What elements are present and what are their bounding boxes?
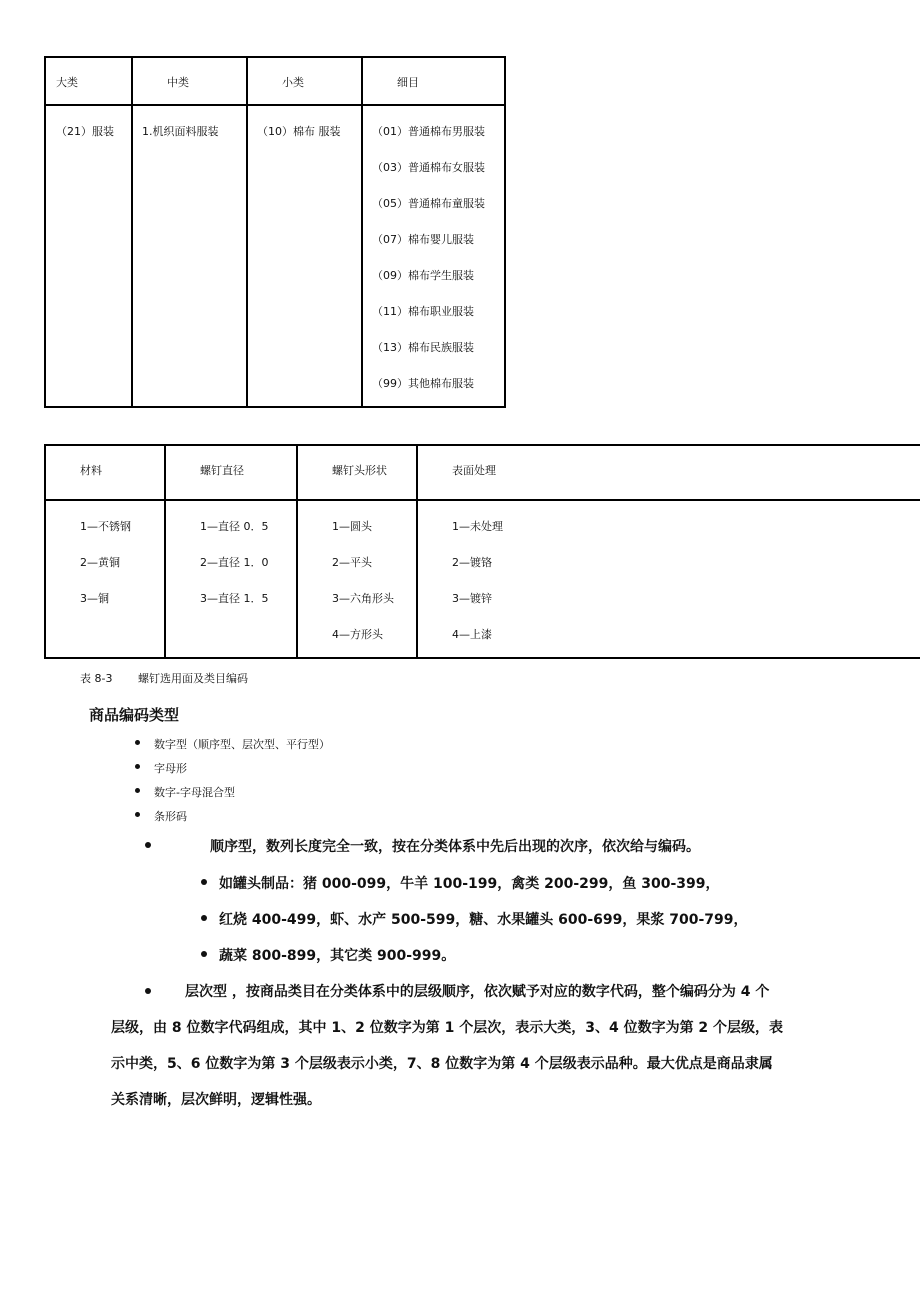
hierarchical-type-text: 示中类，5、6 位数字为第 3 个层级表示小类，7、8 位数字为第 4 个层级表示品种。最大优点是商品隶属 [111,1056,773,1072]
list-item: 条形码 [154,810,187,823]
list-item: 字母形 [154,762,187,775]
header-minor-category: 小类 [282,76,304,89]
list-item: （13）棉布民族服装 [372,341,474,354]
hierarchical-type-text: 层次型 ，按商品类目在分类体系中的层级顺序，依次赋予对应的数字代码，整个编码分为 4 个 [185,984,770,1000]
header-detail-items: 细目 [397,76,419,89]
diameter-option: 1—直径 0．5 [200,520,269,533]
material-option: 2—黄铜 [80,556,120,569]
hierarchical-type-text: 关系清晰，层次鲜明，逻辑性强。 [111,1092,321,1108]
material-option: 3—铜 [80,592,109,605]
bullet-icon [201,951,207,957]
example-line: 如罐头制品：猪 000-099，牛羊 100-199，禽类 200-299，鱼 300-399， [219,876,720,892]
table-caption-text: 螺钉选用面及类目编码 [138,672,248,685]
cell-major-category: （21）服装 [56,125,114,138]
cell-minor-category: （10）棉布 服装 [257,125,341,138]
sequential-type-text: 顺序型，数列长度完全一致，按在分类体系中先后出现的次序，依次给与编码。 [210,839,700,855]
example-line: 蔬菜 800-899，其它类 900-999。 [219,948,456,964]
bullet-icon [145,842,151,848]
diameter-option: 2—直径 1．0 [200,556,269,569]
header-medium-category: 中类 [167,76,189,89]
list-item: 数字型（顺序型、层次型、平行型） [154,738,330,751]
list-item: （03）普通棉布女服装 [372,161,485,174]
bullet-icon [135,764,140,769]
list-item: （11）棉布职业服装 [372,305,474,318]
section-title: 商品编码类型 [89,706,180,724]
bullet-icon [135,740,140,745]
header-head-shape: 螺钉头形状 [332,464,387,477]
head-shape-option: 1—圆头 [332,520,372,533]
header-screw-diameter: 螺钉直径 [200,464,244,477]
header-major-category: 大类 [56,76,78,89]
list-item: （05）普通棉布童服装 [372,197,485,210]
material-option: 1—不锈钢 [80,520,131,533]
head-shape-option: 4—方形头 [332,628,383,641]
surface-option: 4—上漆 [452,628,492,641]
head-shape-option: 2—平头 [332,556,372,569]
list-item: （07）棉布婴儿服装 [372,233,474,246]
surface-option: 2—镀铬 [452,556,492,569]
table-caption-label: 表 8-3 [80,672,113,685]
bullet-icon [201,879,207,885]
example-line: 红烧 400-499，虾、水产 500-599，糖、水果罐头 600-699，果浆 700-799， [219,912,748,928]
surface-option: 1—未处理 [452,520,503,533]
list-item: （01）普通棉布男服装 [372,125,485,138]
head-shape-option: 3—六角形头 [332,592,394,605]
surface-option: 3—镀锌 [452,592,492,605]
bullet-icon [201,915,207,921]
bullet-icon [135,788,140,793]
list-item: 数字-字母混合型 [154,786,235,799]
diameter-option: 3—直径 1．5 [200,592,269,605]
cell-medium-category: 1.机织面料服装 [142,125,219,138]
bullet-icon [135,812,140,817]
header-material: 材料 [80,464,102,477]
list-item: （09）棉布学生服装 [372,269,474,282]
bullet-icon [145,988,151,994]
hierarchical-type-text: 层级，由 8 位数字代码组成，其中 1、2 位数字为第 1 个层次，表示大类，3、4 位数字为第 2 个层级，表 [111,1020,784,1036]
header-surface-treatment: 表面处理 [452,464,496,477]
list-item: （99）其他棉布服装 [372,377,474,390]
